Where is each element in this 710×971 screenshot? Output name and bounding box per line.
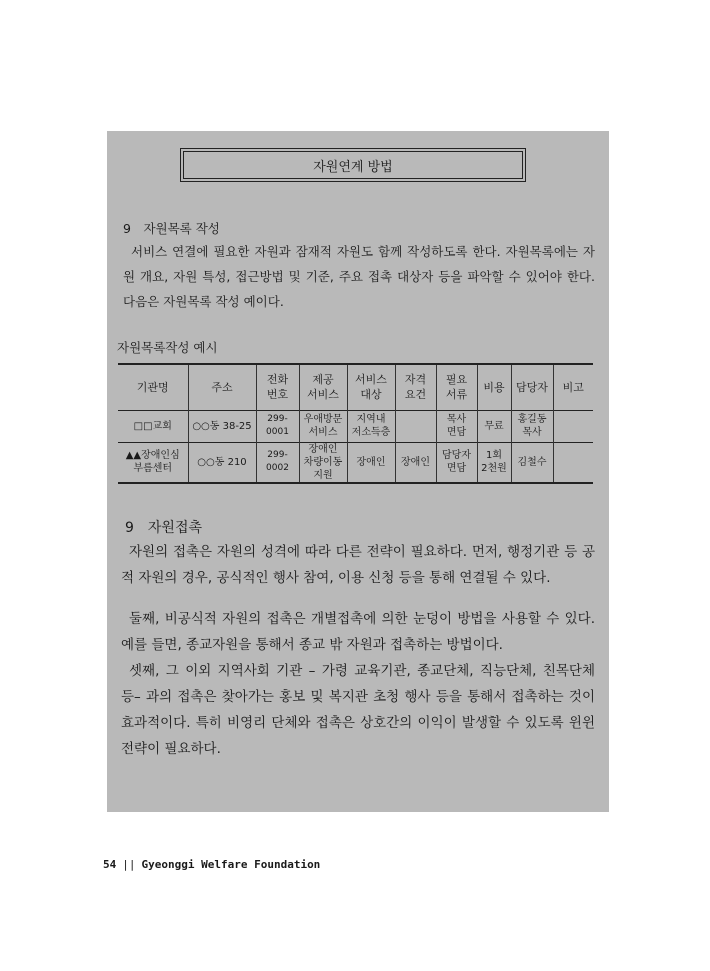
section1-paragraph: 서비스 연결에 필요한 자원과 잠재적 자원도 함께 작성하도록 한다. 자원목록에는 자원 개요, 자원 특성, 접근방법 및 기준, 주요 접촉 대상자 등을 파악할 수 있어야 한다. 다음은 자원목록 작성 예이다. <box>123 244 595 309</box>
table-cell: 장애인 <box>395 442 436 483</box>
table-cell: 299-0002 <box>256 442 299 483</box>
section1-heading: 9 자원목록 작성 <box>123 221 220 236</box>
section2-heading: 9 자원접촉 <box>125 520 203 536</box>
resource-table <box>118 363 593 484</box>
page-footer <box>103 858 320 871</box>
header-cell: 자격 요건 <box>395 364 436 410</box>
header-cell: 서비스 대상 <box>347 364 395 410</box>
section2-paragraph-1: 자원의 접촉은 자원의 성격에 따라 다른 전략이 필요하다. 먼저, 행정기관 등 공적 자원의 경우, 공식적인 행사 참여, 이용 신청 등을 통해 연결될 수 있다. <box>121 544 595 586</box>
table-header-row <box>118 364 593 410</box>
table-cell: 목사 면담 <box>436 410 477 442</box>
header-cell: 비용 <box>477 364 511 410</box>
table-cell: 우애방문 서비스 <box>299 410 347 442</box>
table-cell: 장애인 <box>347 442 395 483</box>
table-cell: □□교회 <box>118 410 188 442</box>
table-cell: 홍길동 목사 <box>511 410 553 442</box>
table-cell: ○○동 210 <box>188 442 256 483</box>
table-cell: 장애인 차량이동 지원 <box>299 442 347 483</box>
table-cell: ▲▲장애인심 부름센터 <box>118 442 188 483</box>
section2-paragraph-2: 둘째, 비공식적 자원의 접촉은 개별접촉에 의한 눈덩이 방법을 사용할 수 있다. 예를 들면, 종교자원을 통해서 종교 밖 자원과 접촉하는 방법이다. <box>121 611 595 653</box>
header-cell: 기관명 <box>118 364 188 410</box>
footer-separator: || <box>122 858 136 871</box>
page-number: 54 <box>103 858 117 871</box>
table-cell <box>553 410 593 442</box>
table-cell: 지역내 저소득층 <box>347 410 395 442</box>
footer-organization: Gyeonggi Welfare Foundation <box>141 858 321 871</box>
header-cell: 전화 번호 <box>256 364 299 410</box>
title-frame <box>180 148 526 182</box>
table-cell: 담당자 면담 <box>436 442 477 483</box>
table-cell: 1회 2천원 <box>477 442 511 483</box>
page-title: 자원연계 방법 <box>183 151 523 179</box>
table-cell: 김철수 <box>511 442 553 483</box>
header-cell: 비고 <box>562 380 584 394</box>
header-cell: 필요 서류 <box>436 364 477 410</box>
header-cell: 주소 <box>188 364 256 410</box>
section2-paragraph-3: 셋째, 그 이외 지역사회 기관 – 가령 교육기관, 종교단체, 직능단체, 친목단체 등– 과의 접촉은 찾아가는 홍보 및 복지관 초청 행사 등을 통해서 접촉하는 것이 효과적이다. 특히 비영리 단체와 접촉은 상호간의 이익이 발생할 수 있도록 윈윈전략이 필요하다. <box>121 663 595 757</box>
table-cell: 무료 <box>477 410 511 442</box>
table-cell: ○○동 38-25 <box>188 410 256 442</box>
table-cell <box>395 410 436 442</box>
table-cell <box>553 442 593 483</box>
header-cell: 담당자 <box>511 364 553 410</box>
header-cell: 제공 서비스 <box>299 364 347 410</box>
content-panel <box>107 131 609 812</box>
table-cell: 299-0001 <box>256 410 299 442</box>
table-row <box>118 442 593 483</box>
table-row <box>118 410 593 442</box>
table-title: 자원목록작성 예시 <box>117 340 218 355</box>
